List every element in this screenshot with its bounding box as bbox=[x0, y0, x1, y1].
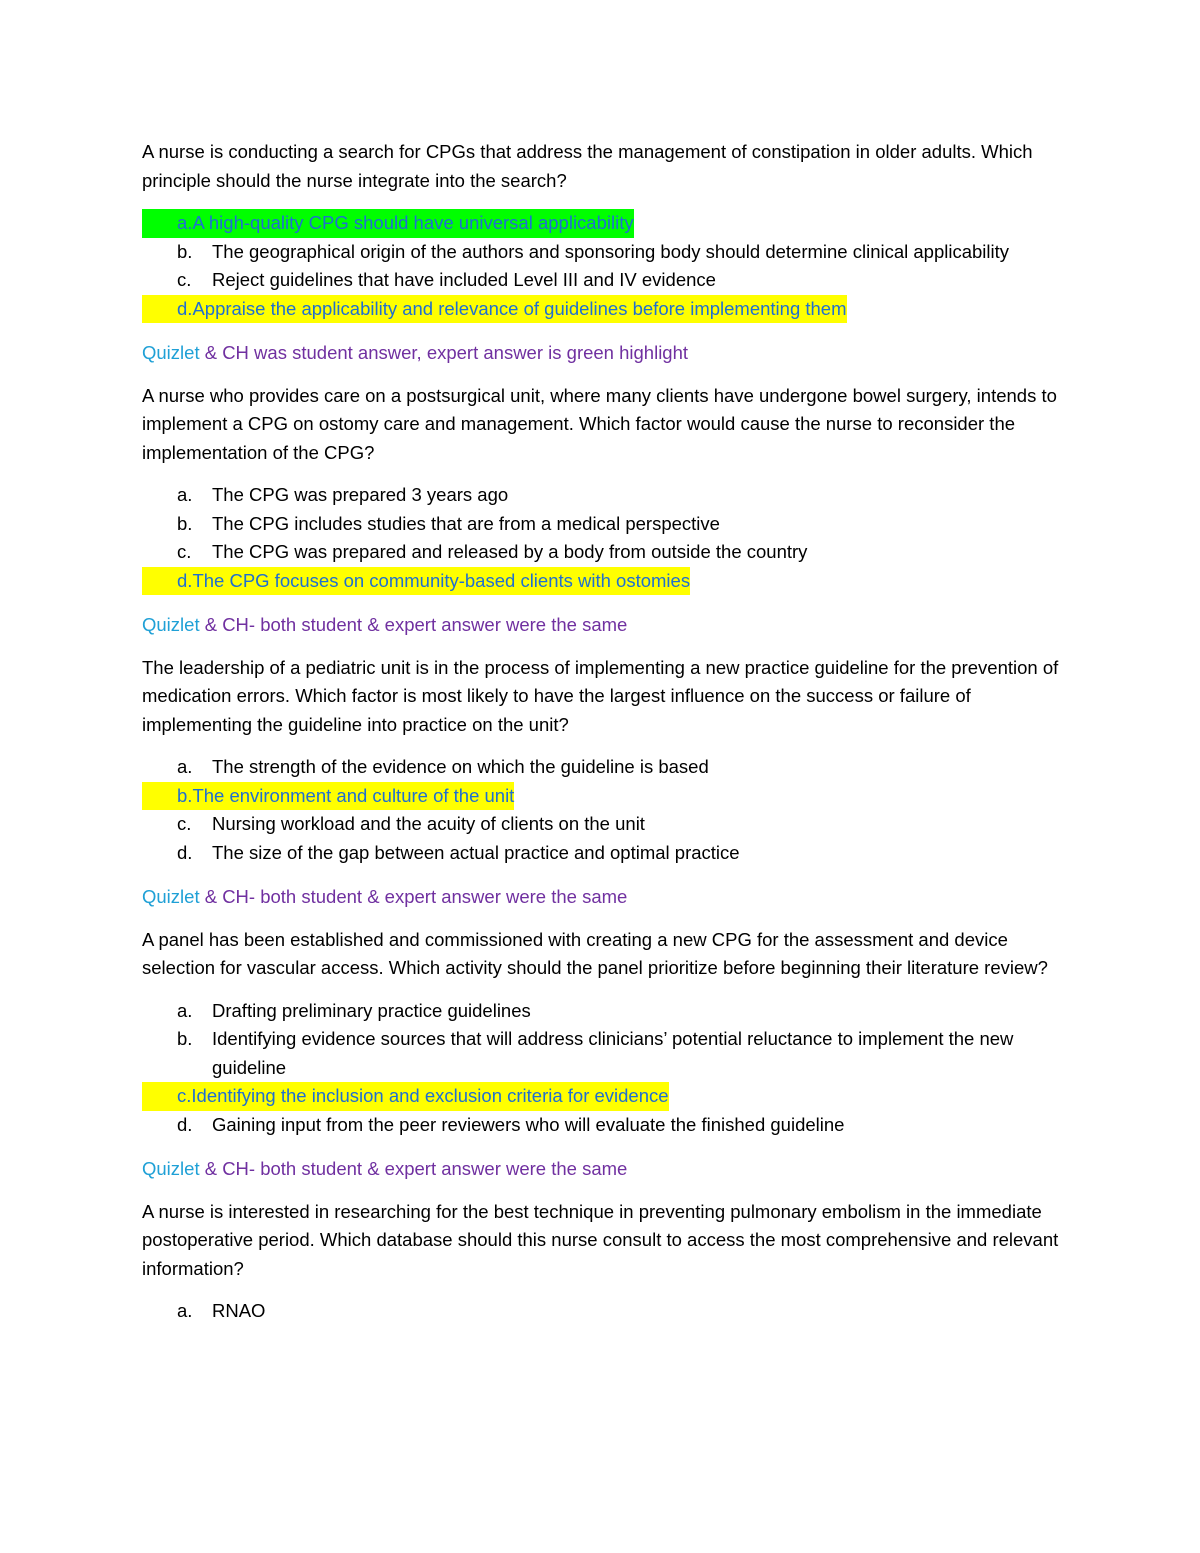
option-text: A high-quality CPG should have universal applicability bbox=[192, 212, 634, 233]
option-letter: d. bbox=[177, 297, 193, 319]
option-letter: c. bbox=[177, 269, 192, 290]
option-text: The environment and culture of the unit bbox=[192, 784, 515, 806]
answer-note-1 bbox=[142, 339, 1072, 368]
option-letter: a. bbox=[177, 484, 193, 505]
option-3a bbox=[142, 753, 1072, 782]
options-list-2 bbox=[142, 481, 1072, 595]
note-text: & CH- both student & expert answer were the same bbox=[199, 1158, 628, 1179]
option-2a bbox=[142, 481, 1072, 510]
answer-note-2 bbox=[142, 611, 1072, 640]
option-3b bbox=[142, 782, 1072, 811]
option-letter: d. bbox=[177, 1113, 193, 1135]
option-letter: b. bbox=[177, 240, 193, 262]
option-letter: d. bbox=[177, 569, 193, 591]
option-2b bbox=[142, 510, 1072, 539]
question-5: A nurse is interested in researching for the best technique in preventing pulmonary embolism in the immediate postoperative period. Which database should this nurse consult to access the most comprehensive and relevant information? bbox=[142, 1200, 1059, 1279]
option-1a bbox=[142, 209, 1072, 238]
option-2c bbox=[142, 538, 1072, 567]
note-source: Quizlet bbox=[142, 1158, 200, 1179]
option-letter: a. bbox=[177, 212, 193, 233]
option-5a bbox=[142, 1297, 1072, 1326]
option-text: The strength of the evidence on which the guideline is based bbox=[212, 756, 709, 777]
option-letter: d. bbox=[177, 841, 193, 863]
option-4c bbox=[142, 1082, 1072, 1111]
option-4b bbox=[142, 1025, 1072, 1082]
option-text: The CPG includes studies that are from a medical perspective bbox=[212, 512, 720, 534]
option-text: The CPG was prepared 3 years ago bbox=[212, 484, 509, 505]
question-1: A nurse is conducting a search for CPGs that address the management of constipation in older adults. Which principle should the nurse integrate into the search? bbox=[142, 141, 1033, 191]
options-list-5 bbox=[142, 1297, 1072, 1326]
option-letter: b. bbox=[177, 1028, 193, 1049]
question-4: A panel has been established and commissioned with creating a new CPG for the assessment and device selection for vascular access. Which activity should the panel prioritize before beginning their literature review? bbox=[142, 928, 1048, 978]
options-list-3 bbox=[142, 753, 1072, 867]
question-3: The leadership of a pediatric unit is in the process of implementing a new practice guideline for the prevention of medication errors. Which factor is most likely to have the largest influence on the success or failure of implementing the guideline into practice on the unit? bbox=[142, 656, 1059, 735]
option-text: The CPG was prepared and released by a body from outside the country bbox=[212, 541, 808, 562]
options-list-4 bbox=[142, 997, 1072, 1140]
note-text: & CH was student answer, expert answer is green highlight bbox=[199, 342, 689, 363]
option-text: The geographical origin of the authors and sponsoring body should determine clinical applicability bbox=[212, 240, 1010, 262]
note-text: & CH- both student & expert answer were the same bbox=[199, 886, 628, 907]
option-text: Gaining input from the peer reviewers who will evaluate the finished guideline bbox=[212, 1113, 845, 1135]
document-body bbox=[142, 138, 1072, 1342]
option-1b bbox=[142, 238, 1072, 267]
option-1c bbox=[142, 266, 1072, 295]
option-text: Identifying the inclusion and exclusion criteria for evidence bbox=[191, 1085, 669, 1106]
option-text: RNAO bbox=[212, 1300, 266, 1321]
option-text: Nursing workload and the acuity of clients on the unit bbox=[212, 813, 645, 834]
note-text: & CH- both student & expert answer were the same bbox=[199, 614, 628, 635]
option-text: The size of the gap between actual practice and optimal practice bbox=[212, 841, 740, 863]
answer-note-3 bbox=[142, 883, 1072, 912]
option-text: Drafting preliminary practice guidelines bbox=[212, 999, 531, 1021]
question-2: A nurse who provides care on a postsurgical unit, where many clients have undergone bowel surgery, intends to implement a CPG on ostomy care and management. Which factor would cause the nurse to reconsider the implementation of the CPG? bbox=[142, 384, 1057, 463]
option-letter: c. bbox=[177, 813, 192, 834]
option-3c bbox=[142, 810, 1072, 839]
option-letter: a. bbox=[177, 999, 193, 1021]
note-source: Quizlet bbox=[142, 614, 200, 635]
option-letter: a. bbox=[177, 1300, 193, 1321]
option-text: Reject guidelines that have included Level III and IV evidence bbox=[212, 269, 716, 290]
option-letter: a. bbox=[177, 756, 193, 777]
answer-note-4 bbox=[142, 1155, 1072, 1184]
option-3d bbox=[142, 839, 1072, 868]
note-source: Quizlet bbox=[142, 342, 200, 363]
option-2d bbox=[142, 567, 1072, 596]
option-1d bbox=[142, 295, 1072, 324]
option-text: Identifying evidence sources that will address clinicians’ potential reluctance to implement the new guideline bbox=[212, 1028, 1014, 1078]
option-text: The CPG focuses on community-based clients with ostomies bbox=[192, 569, 691, 591]
option-letter: b. bbox=[177, 784, 193, 806]
option-letter: c. bbox=[177, 1085, 192, 1106]
option-4a bbox=[142, 997, 1072, 1026]
option-4d bbox=[142, 1111, 1072, 1140]
options-list-1 bbox=[142, 209, 1072, 323]
option-letter: c. bbox=[177, 541, 192, 562]
note-source: Quizlet bbox=[142, 886, 200, 907]
option-text: Appraise the applicability and relevance of guidelines before implementing them bbox=[192, 297, 847, 319]
option-letter: b. bbox=[177, 512, 193, 534]
